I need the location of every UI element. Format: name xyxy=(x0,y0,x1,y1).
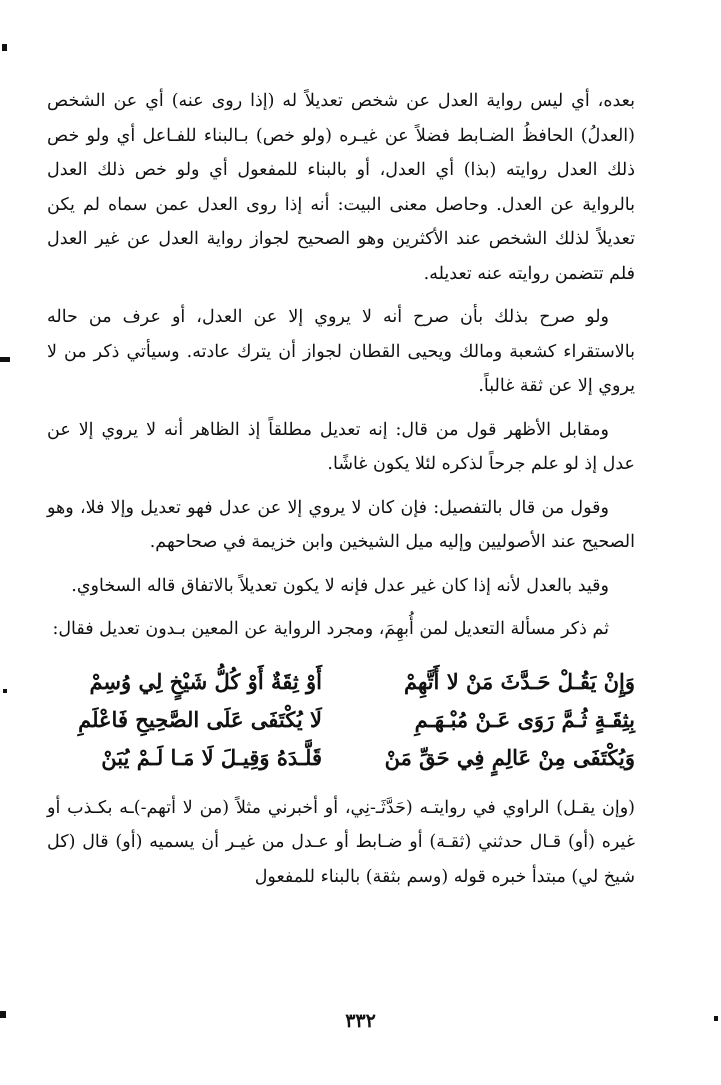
margin-mark-right xyxy=(714,1016,718,1021)
paragraph-1: بعده، أي ليس رواية العدل عن شخص تعديلاً له (إذا روى عنه) أي عن الشخص (العدلُ) الحافظُ الضـابط فضلاً عن غيـره (ولو خص) بـالبناء للفـاعل أي ولو خص ذلك العدل روايته (بذا) أي العدل، أو بالبناء للمفعول أي ولو خص ذلك العدل بالرواية عن العدل. وحاصل معنى البيت: أنه إذا روى العدل عمن سماه لم يكن تعديلاً لذلك الشخص عند الأكثرين وهو الصحيح لجواز رواية العدل عن غير العدل فلم تتضمن روايته عنه تعديله. xyxy=(47,91,635,284)
verse-line xyxy=(47,663,635,701)
verse-second-hemistich: قَلَّـدَهُ وَقِيـلَ لَا مَـا لَـمْ يُبَنْ xyxy=(101,745,322,770)
verse-line xyxy=(47,701,635,739)
verse-second-hemistich: لَا يُكْتَفَى عَلَى الصَّحِيحِ فَاعْلَمِ xyxy=(78,707,322,732)
margin-mark-bottom xyxy=(0,1011,6,1018)
paragraph-6: ثم ذكر مسألة التعديل لمن أُبهِمَ، ومجرد الرواية عن المعين بـدون تعديل فقال: xyxy=(52,619,609,639)
verse-first-hemistich: وَإِنْ يَقُـلْ حَـدَّثَ مَنْ لا أَتَّهِمْ xyxy=(404,669,635,694)
page-number: ٣٣٢ xyxy=(345,1010,376,1032)
verse-second-hemistich: أَوْ ثِقَةٌ أَوْ كُلُّ شَيْخٍ لِي وُسِمْ xyxy=(89,669,322,694)
page-body xyxy=(47,84,635,894)
margin-mark-lower xyxy=(3,689,7,693)
poem-verses xyxy=(47,663,635,777)
verse-line xyxy=(47,739,635,777)
paragraph-3: ومقابل الأظهر قول من قال: إنه تعديل مطلقاً إذ الظاهر أنه لا يروي إلا عن عدل إذ لو علم جرحاً لذكره لئلا يكون غاشًا. xyxy=(47,419,635,474)
paragraph-4: وقول من قال بالتفصيل: فإن كان لا يروي إلا عن عدل فهو تعديل وإلا فلا، وهو الصحيح عند الأصوليين وإليه ميل الشيخين وابن خزيمة في صحاحهم. xyxy=(47,497,635,552)
verse-first-hemistich: بِثِقَـةٍ ثُـمَّ رَوَى عَـنْ مُبْـهَـمِ xyxy=(414,707,635,732)
margin-mark-middle xyxy=(0,357,10,362)
paragraph-2: ولو صرح بذلك بأن صرح أنه لا يروي إلا عن العدل، أو عرف من حاله بالاستقراء كشعبة ومالك ويحيى القطان لجواز أن يترك عادته. وسيأتي ذكر من لا يروي إلا عن ثقة غالباً. xyxy=(47,307,635,396)
commentary-paragraph: (وإن يقـل) الراوي في روايتـه (حَدَّثَـ-نِي، أو أخبرني مثلاً (من لا أتهم-)ـه بكـذب أو غيره (أو) قـال حدثني (ثقـة) أو ضـابط أو عـدل من غيـر أن يسميه (أو) قال (كل شيخ لي) مبتدأ خبره قوله (وسم بثقة) بالبناء للمفعول xyxy=(47,797,635,887)
margin-mark-top xyxy=(2,44,7,51)
verse-first-hemistich: وَيُكْتَفَى مِنْ عَالِمٍ فِي حَقِّ مَنْ xyxy=(384,745,635,770)
paragraph-5: وقيد بالعدل لأنه إذا كان غير عدل فإنه لا يكون تعديلاً بالاتفاق قاله السخاوي. xyxy=(71,575,609,596)
